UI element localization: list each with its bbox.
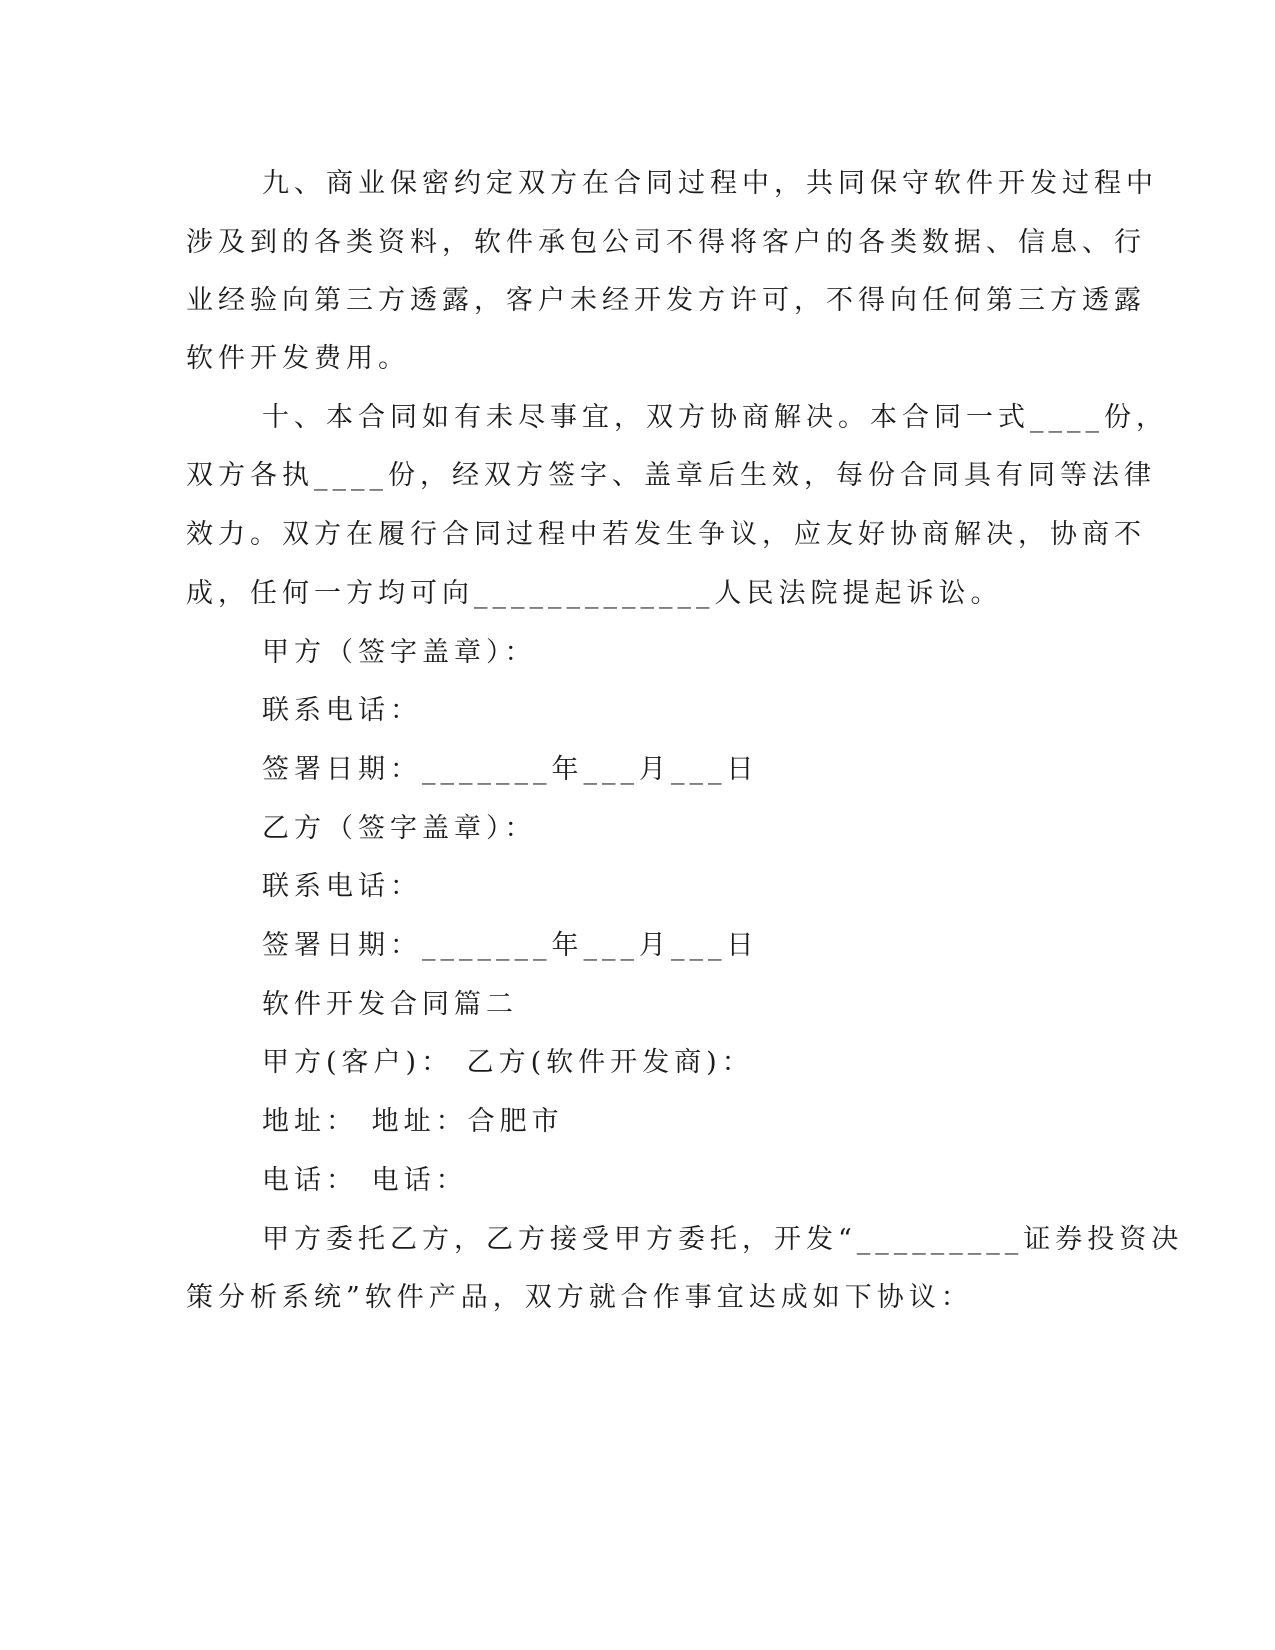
clause-10-line-2: 双方各执____份，经双方签字、盖章后生效，每份合同具有同等法律	[186, 460, 1156, 491]
party-b-phone-label: 联系电话：	[262, 871, 422, 902]
party-a-phone-label: 联系电话：	[262, 695, 422, 726]
party-b-signature-label: 乙方（签字盖章）：	[262, 813, 537, 844]
phone-line: 电话： 电话：	[262, 1165, 468, 1196]
clause-9-line-4: 软件开发费用。	[186, 343, 410, 374]
clause-10-line-4: 成，任何一方均可向_____________人民法院提起诉讼。	[186, 578, 1003, 609]
section-title: 软件开发合同篇二	[262, 989, 518, 1020]
clause-9-line-2: 涉及到的各类资料，软件承包公司不得将客户的各类数据、信息、行	[186, 227, 1146, 258]
clause-9-line-1: 九、商业保密约定双方在合同过程中，共同保守软件开发过程中	[262, 168, 1158, 199]
clause-9-line-3: 业经验向第三方透露，客户未经开发方许可，不得向任何第三方透露	[186, 285, 1146, 316]
clause-10-line-3: 效力。双方在履行合同过程中若发生争议，应友好协商解决，协商不	[186, 519, 1146, 550]
address-line: 地址： 地址：合肥市	[262, 1106, 564, 1137]
parties-line: 甲方(客户)： 乙方(软件开发商)：	[262, 1047, 754, 1078]
party-a-date-label: 签署日期：_______年___月___日	[262, 754, 759, 785]
clause-10-line-1: 十、本合同如有未尽事宜，双方协商解决。本合同一式____份，	[262, 402, 1168, 433]
agreement-line-2: 策分析系统”软件产品，双方就合作事宜达成如下协议：	[186, 1282, 973, 1313]
agreement-line-1: 甲方委托乙方，乙方接受甲方委托，开发“_________证券投资决	[262, 1224, 1184, 1255]
party-b-date-label: 签署日期：_______年___月___日	[262, 930, 759, 961]
party-a-signature-label: 甲方（签字盖章）：	[262, 637, 537, 668]
